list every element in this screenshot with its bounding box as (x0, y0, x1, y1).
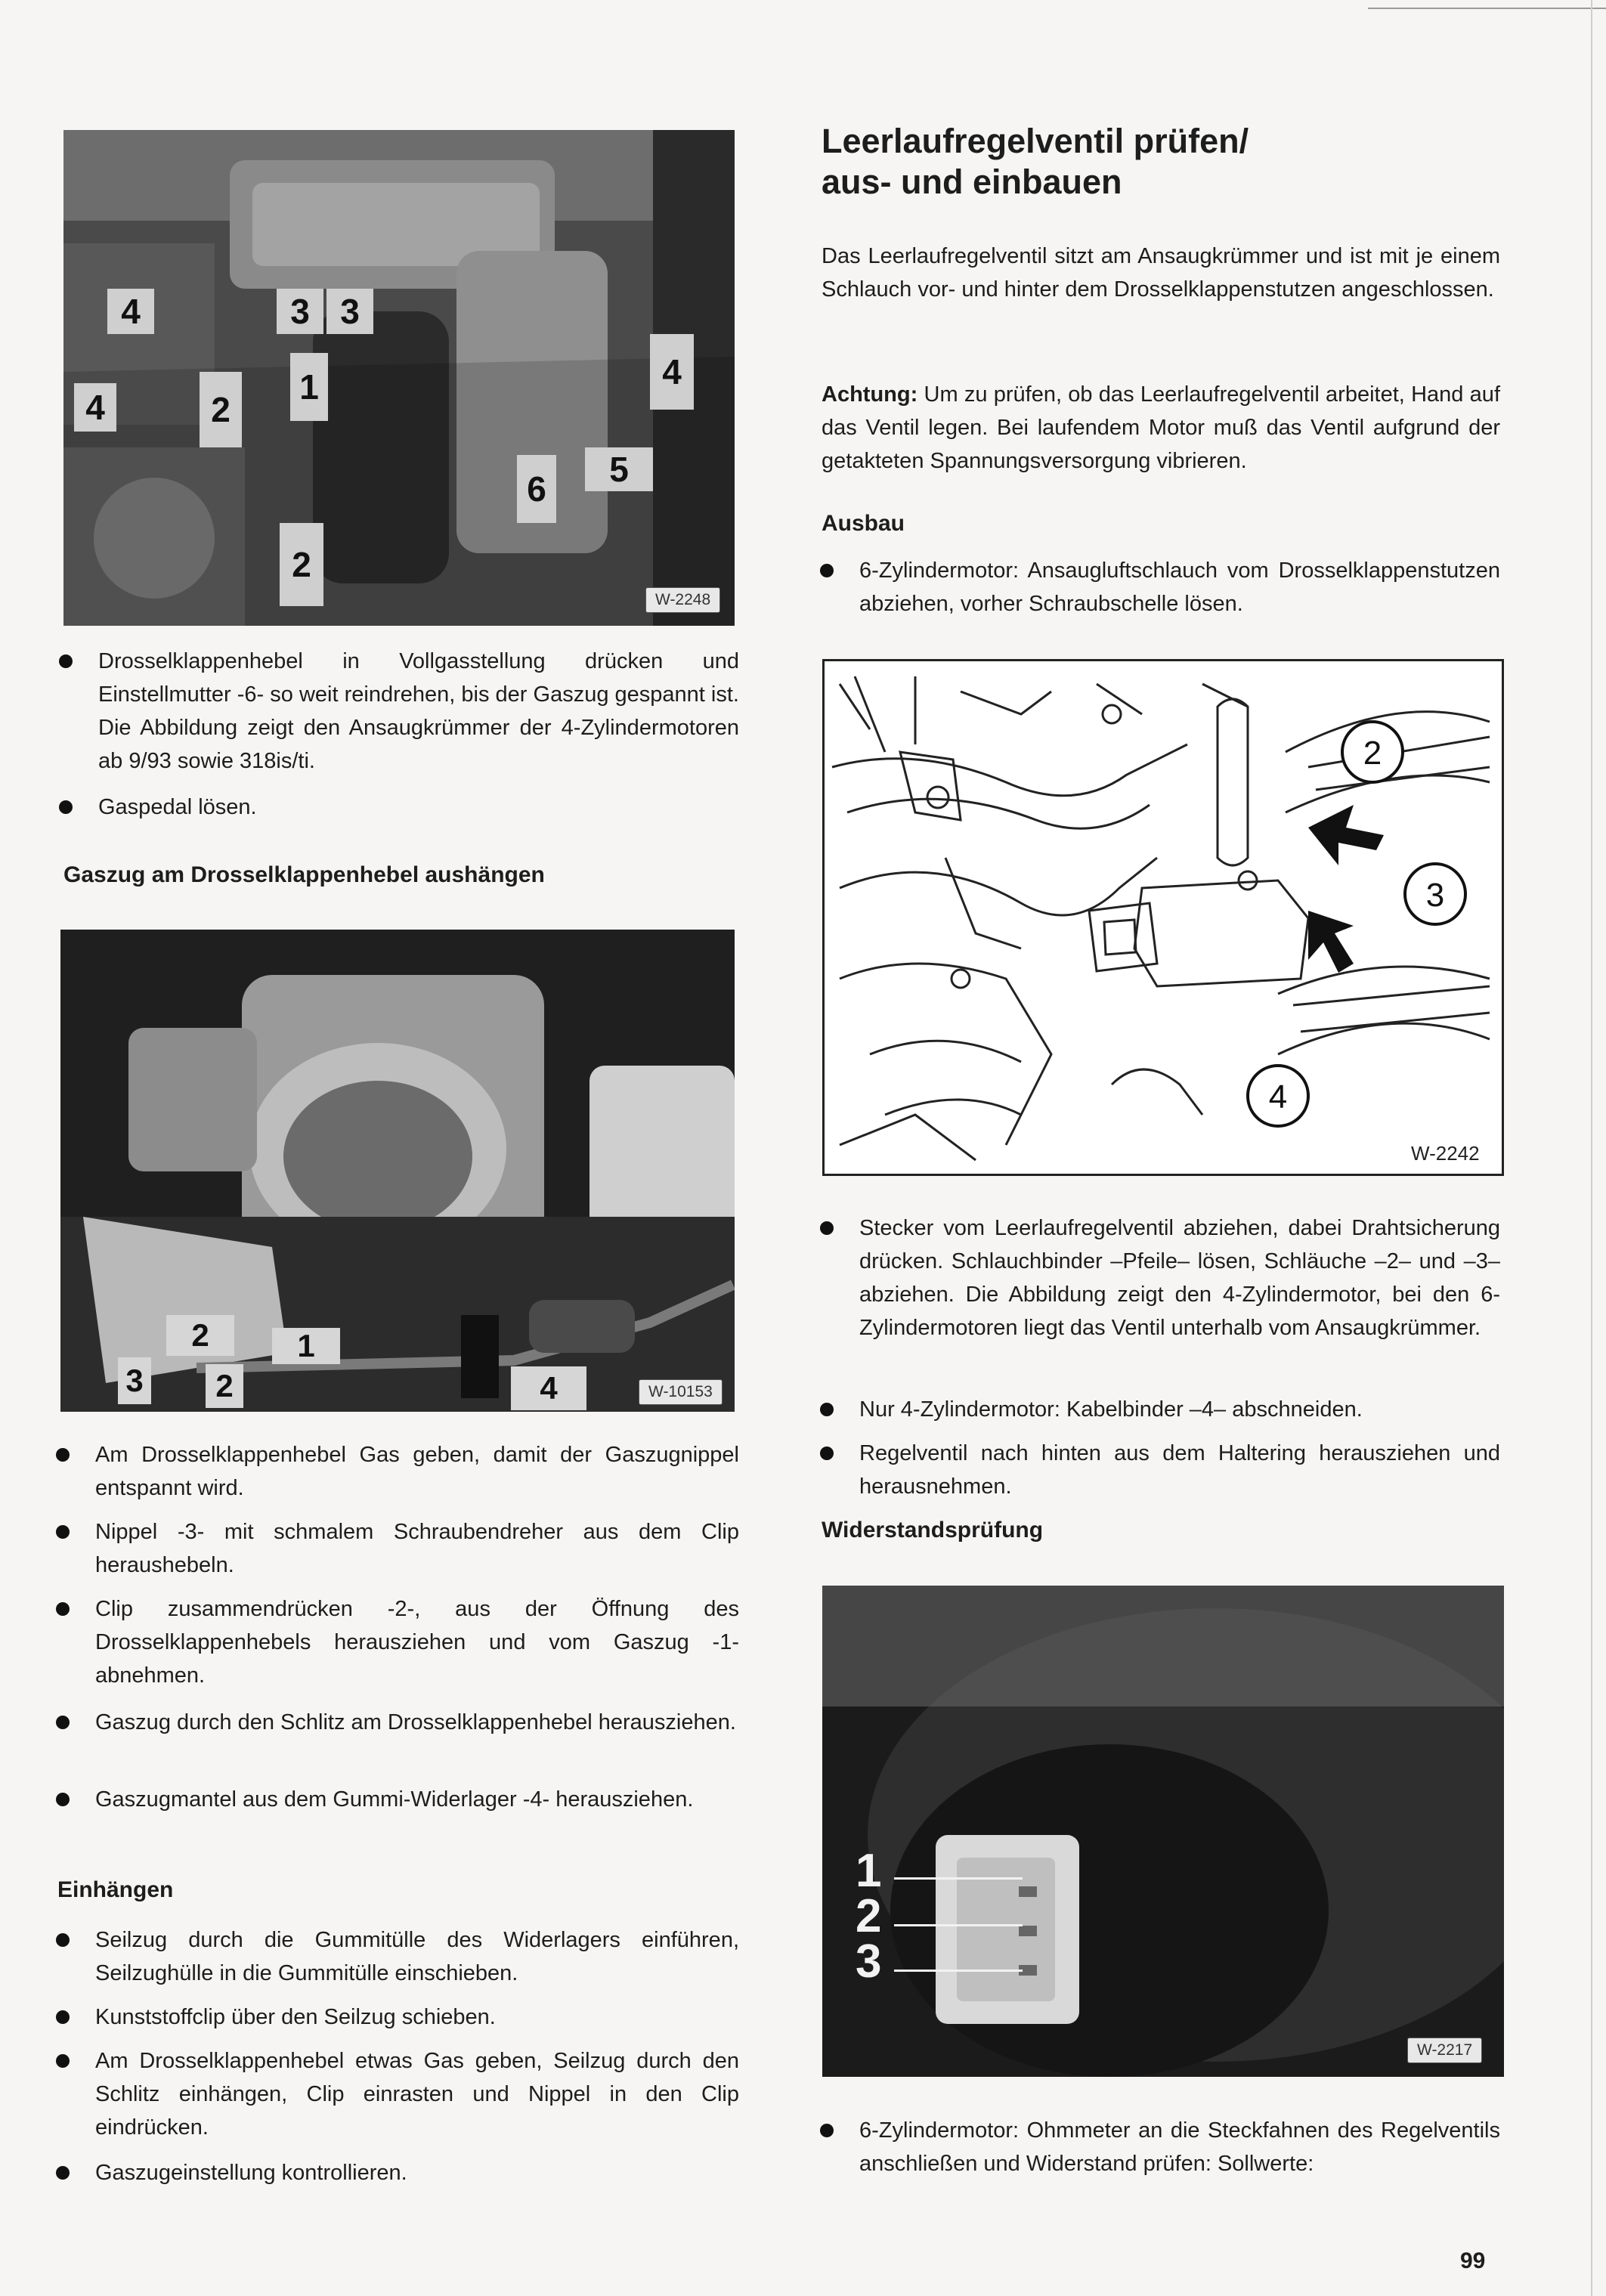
fig2-callout-3: 3 (118, 1357, 151, 1404)
fig1-callout-4c: 4 (650, 334, 694, 410)
fig1-callout-1: 1 (290, 353, 328, 421)
bullet-dot (56, 2054, 70, 2068)
bullet-stecker-abziehen: Stecker vom Leerlaufregelventil abziehen, dabei Drahtsicherung drücken. Schlauchbinder –Pfeile– lösen, Schläuche –2– und –3– abziehen. Die Abbildung zeigt den 4-Zylindermotor, bei den 6-Zylindermotoren liegt das Ventil unterhalb vom Ansaugkrümmer. (820, 1211, 1500, 1344)
engine-intake-illustration (63, 130, 735, 626)
bullet-drosselklappenhebel-vollgas: Drosselklappenhebel in Vollgasstellung drücken und Einstellmutter -6- so weit reindrehen, bis der Gaszug gespannt ist. Die Abbildung zeigt den Ansaugkrümmer der 4-Zylindermotoren ab 9/93 sowie 318is/ti. (59, 645, 739, 778)
fig3-callout-3 (1405, 864, 1465, 924)
fig1-callout-4b: 4 (74, 383, 116, 432)
fig3-callout-4 (1248, 1066, 1308, 1126)
fig1-callout-3b: 3 (326, 289, 373, 334)
bullet-dot (820, 1221, 834, 1235)
bullet-dot (820, 1447, 834, 1460)
bullet-dot (56, 2010, 70, 2024)
bullet-dot (820, 564, 834, 577)
fig1-callout-2b: 2 (280, 523, 323, 606)
engine-intake-photo (63, 130, 735, 626)
bullet-dot (56, 2166, 70, 2180)
fig1-callout-5: 5 (585, 447, 653, 491)
bullet-dot (56, 1716, 70, 1729)
bullet-gas-geben: Am Drosselklappenhebel Gas geben, damit der Gaszugnippel entspannt wird. (56, 1438, 739, 1505)
heading-einhaengen: Einhängen (57, 1877, 174, 1902)
bullet-seilzug-einfuehren: Seilzug durch die Gummitülle des Widerlagers einführen, Seilzughülle in die Gummitülle einschieben. (56, 1923, 739, 1990)
bullet-dot (56, 1448, 70, 1462)
idle-valve-line-drawing (822, 659, 1504, 1176)
fig1-callout-6: 6 (517, 455, 556, 523)
throttle-body-illustration (60, 930, 735, 1412)
bullet-dot (56, 1525, 70, 1539)
bullet-dot (59, 800, 73, 814)
idle-valve-diagram (825, 661, 1502, 1174)
valve-connector-photo (822, 1586, 1504, 2077)
svg-text:2: 2 (1363, 735, 1382, 772)
fig2-callout-2a: 2 (166, 1315, 234, 1356)
fig1-callout-4a: 4 (107, 289, 154, 334)
page-edge-rule (1591, 0, 1592, 2296)
bullet-ansaugluftschlauch: 6-Zylindermotor: Ansaugluftschlauch vom Drosselklappenstutzen abziehen, vorher Schraubschelle lösen. (820, 554, 1500, 620)
section-title (822, 121, 1502, 203)
bullet-clip-zusammendruecken: Clip zusammendrücken -2-, aus der Öffnung des Drosselklappenhebels herausziehen und vom Gaszug -1- abnehmen. (56, 1592, 739, 1692)
fig1-callout-2a: 2 (200, 372, 242, 447)
top-rule (1368, 8, 1606, 9)
bullet-gaszugmantel: Gaszugmantel aus dem Gummi-Widerlager -4- herausziehen. (56, 1783, 739, 1816)
valve-connector-illustration (822, 1586, 1504, 2077)
bullet-dot (820, 1403, 834, 1416)
fig2-callout-2b: 2 (206, 1364, 243, 1408)
bullet-nippel-heraushebeln: Nippel -3- mit schmalem Schraubendreher aus dem Clip heraushebeln. (56, 1515, 739, 1582)
figure-tag-w10153: W-10153 (639, 1379, 723, 1405)
bullet-dot (56, 1933, 70, 1947)
achtung-label: Achtung: (822, 382, 918, 407)
page-number: 99 (1460, 2248, 1486, 2273)
heading-gaszug-aushaengen: Gaszug am Drosselklappenhebel aushängen (63, 862, 545, 887)
fig2-callout-4: 4 (511, 1366, 586, 1410)
figure-tag-w2217: W-2217 (1407, 2038, 1482, 2063)
pin-label-2: 2 (856, 1890, 882, 1942)
fig3-callout-2 (1342, 722, 1403, 782)
heading-ausbau: Ausbau (822, 511, 905, 536)
bullet-dot (56, 1793, 70, 1806)
svg-text:4: 4 (1268, 1078, 1288, 1116)
pin-leader-3 (894, 1970, 1023, 1972)
pin-leader-1 (894, 1877, 1023, 1880)
throttle-body-photo (60, 930, 735, 1412)
svg-text:3: 3 (1425, 877, 1445, 914)
pin-label-3: 3 (856, 1936, 882, 1988)
title-line-1: Leerlaufregelventil prüfen/ (822, 122, 1249, 160)
achtung-paragraph (822, 378, 1500, 478)
bullet-regelventil-herausziehen: Regelventil nach hinten aus dem Haltering herausziehen und herausnehmen. (820, 1437, 1500, 1503)
figure-tag-w2242: W-2242 (1406, 1140, 1484, 1167)
bullet-dot (56, 1602, 70, 1616)
pin-leader-2 (894, 1924, 1023, 1926)
bullet-gaszug-herausziehen: Gaszug durch den Schlitz am Drosselklappenhebel herausziehen. (56, 1706, 739, 1739)
bullet-kunststoffclip: Kunststoffclip über den Seilzug schieben. (56, 2000, 739, 2034)
intro-paragraph: Das Leerlaufregelventil sitzt am Ansaugkrümmer und ist mit je einem Schlauch vor- und hinter dem Drosselklappenstutzen angeschlossen. (822, 244, 1500, 302)
bullet-gaszugeinstellung: Gaszugeinstellung kontrollieren. (56, 2156, 739, 2189)
fig2-callout-1: 1 (272, 1328, 340, 1364)
bullet-ohmmeter: 6-Zylindermotor: Ohmmeter an die Steckfahnen des Regelventils anschließen und Widerstand prüfen: Sollwerte: (820, 2114, 1500, 2180)
fig1-callout-3a: 3 (277, 289, 323, 334)
title-line-2: aus- und einbauen (822, 162, 1122, 201)
bullet-gaspedal-loesen: Gaspedal lösen. (59, 791, 739, 824)
bullet-dot (820, 2124, 834, 2137)
pin-label-1: 1 (856, 1845, 882, 1897)
bullet-kabelbinder: Nur 4-Zylindermotor: Kabelbinder –4– abschneiden. (820, 1393, 1500, 1426)
achtung-text: Um zu prüfen, ob das Leerlaufregelventil arbeitet, Hand auf das Ventil legen. Bei laufendem Motor muß das Ventil aufgrund der getakteten Spannungsversorgung vibrieren. (822, 382, 1500, 473)
bullet-dot (59, 654, 73, 668)
bullet-seilzug-einhaengen: Am Drosselklappenhebel etwas Gas geben, Seilzug durch den Schlitz einhängen, Clip einrasten und Nippel in den Clip eindrücken. (56, 2044, 739, 2144)
heading-widerstandspruefung: Widerstandsprüfung (822, 1518, 1044, 1543)
figure-tag-w2248: W-2248 (645, 587, 720, 613)
